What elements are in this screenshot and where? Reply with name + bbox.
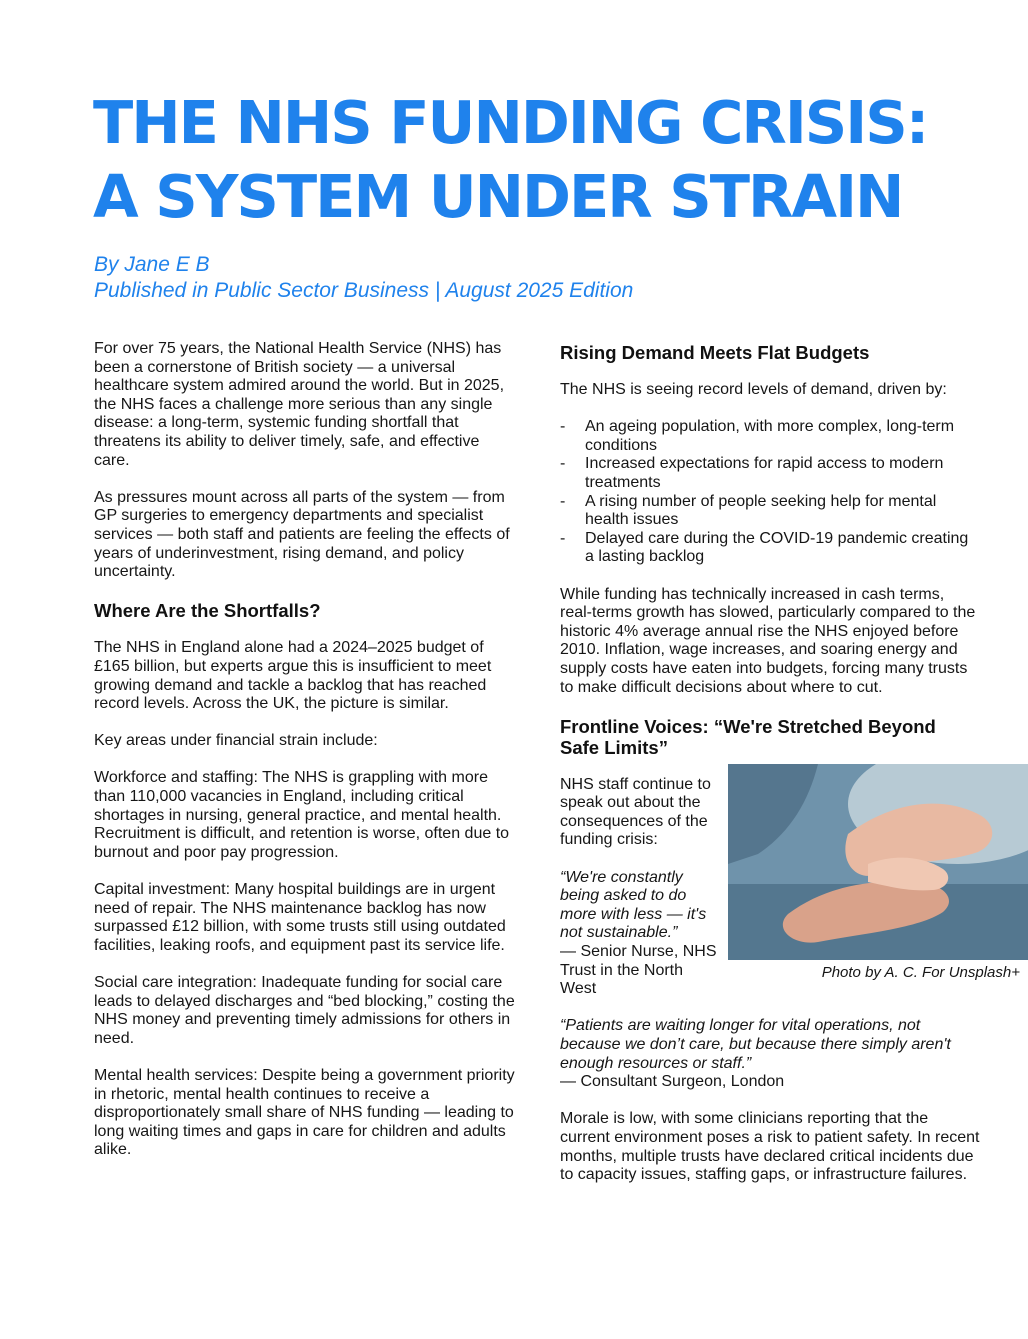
intro-paragraph-2: As pressures mount across all parts of the system — from GP surgeries to emergency departments and specialist services — both staff and patients are feeling the effects of years of underinvestment, rising demand, and policy uncertainty. <box>94 488 510 581</box>
closing-paragraph: Morale is low, with some clinicians reporting that the current environment poses a risk to patient safety. In recent months, multiple trusts have declared critical incidents due to capacity issues, staffing gaps, or infrastructure failures. <box>560 1110 980 1184</box>
photo-figure <box>728 764 1028 982</box>
shortfalls-paragraph: The NHS in England alone had a 2024–2025 budget of £165 billion, but experts argue this is insufficient to meet growing demand and tackle a backlog that has reached record levels. Across the UK, the picture is similar. <box>94 639 492 713</box>
byline-author: By Jane E B <box>94 253 210 276</box>
strain-intro-paragraph: Key areas under financial strain include: <box>94 732 378 750</box>
right-column <box>560 340 1020 1203</box>
mental-health-paragraph: Mental health services: Despite being a government priority in rhetoric, mental health continues to receive a disproportionately small share of NHS funding — leading to long waiting times and gaps in care for children and adults alike. <box>94 1066 515 1159</box>
demand-heading: Rising Demand Meets Flat Budgets <box>560 342 870 363</box>
byline <box>94 252 633 304</box>
nurse-quote-attribution: — Senior Nurse, NHS Trust in the North West <box>560 943 717 998</box>
list-item: - Delayed care during the COVID-19 pandemic creating a lasting backlog <box>560 530 980 567</box>
capital-paragraph: Capital investment: Many hospital buildings are in urgent need of repair. The NHS maintenance backlog has now surpassed £12 billion, with some trusts still using outdated facilities, leaking roofs, and equipment past its service life. <box>94 881 506 954</box>
demand-intro-paragraph: The NHS is seeing record levels of demand, driven by: <box>560 381 947 398</box>
surgeon-quote: “Patients are waiting longer for vital operations, not because we don’t care, but because there simply aren't enough resources or staff.” <box>560 1017 951 1072</box>
intro-paragraph-1: For over 75 years, the National Health Service (NHS) has been a cornerstone of British society — a universal healthcare system admired around the world. But in 2025, the NHS faces a challenge more serious than any single disease: a long-term, systemic funding shortfall that threatens its ability to deliver timely, safe, and effective care. <box>94 340 505 469</box>
list-item: - Increased expectations for rapid access to modern treatments <box>560 455 980 492</box>
photo-caption: Photo by A. C. For Unsplash+ <box>821 963 1020 981</box>
frontline-heading: Frontline Voices: “We're Stretched Beyond Safe Limits” <box>560 715 936 758</box>
surgeon-quote-block <box>560 1017 980 1091</box>
list-item: - An ageing population, with more complex, long-term conditions <box>560 418 980 455</box>
byline-publication: Published in Public Sector Business | August 2025 Edition <box>94 279 634 302</box>
funding-paragraph: While funding has technically increased in cash terms, real-terms growth has slowed, particularly compared to the historic 4% average annual rise the NHS enjoyed before 2010. Inflation, wage increases, and soaring energy and supply costs have eaten into budgets, forcing many trusts to make difficult decisions about where to cut. <box>560 585 976 696</box>
left-column <box>94 340 518 1179</box>
title-line-1: THE NHS FUNDING CRISIS: <box>93 88 928 157</box>
surgeon-quote-attribution: — Consultant Surgeon, London <box>560 1073 785 1091</box>
workforce-paragraph: Workforce and staffing: The NHS is grappling with more than 110,000 vacancies in England, including critical shortages in nursing, general practice, and mental health. Recruitment is difficult, and retention is worse, often due to burnout and poor pay progression. <box>94 769 510 861</box>
frontline-section <box>560 775 1020 1185</box>
social-care-paragraph: Social care integration: Inadequate funding for social care leads to delayed discharges and “bed blocking,” costing the NHS money and preventing timely admissions for others in need. <box>94 974 515 1047</box>
article-title <box>93 86 993 234</box>
frontline-intro-paragraph: NHS staff continue to speak out about the consequences of the funding crisis: <box>560 775 711 849</box>
demand-list <box>560 418 980 567</box>
list-item: - A rising number of people seeking help for mental health issues <box>560 493 980 530</box>
hands-photo-illustration <box>728 764 1028 960</box>
title-line-2: A SYSTEM UNDER STRAIN <box>93 162 903 231</box>
hands-photo <box>728 764 1028 960</box>
nurse-quote: “We're constantly being asked to do more with less — it's not sustainable.” <box>560 868 707 942</box>
shortfalls-heading: Where Are the Shortfalls? <box>94 600 321 622</box>
